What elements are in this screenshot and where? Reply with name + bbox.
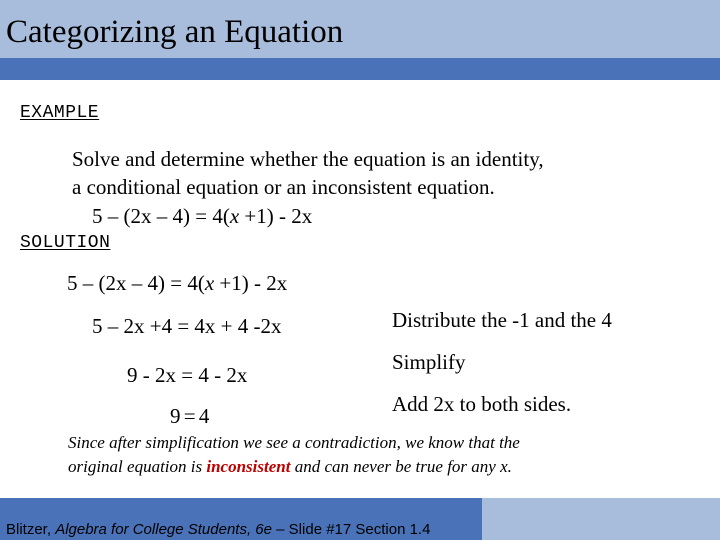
footer-author: Blitzer, bbox=[6, 521, 56, 538]
example-prompt-line-2: a conditional equation or an inconsistent equation. bbox=[72, 175, 495, 199]
example-prompt-line-1: Solve and determine whether the equation is an identity, bbox=[72, 147, 544, 171]
title-accent-rule bbox=[0, 58, 720, 80]
footer-book-title: Algebra for College Students, 6e bbox=[55, 521, 272, 538]
slide-title: Categorizing an Equation bbox=[6, 14, 344, 50]
solution-equation-variable: x bbox=[204, 271, 215, 295]
step-3-note: Add 2x to both sides. bbox=[392, 392, 572, 416]
solution-equation bbox=[67, 270, 287, 296]
step-2-note: Simplify bbox=[392, 350, 466, 374]
step-3-expression: 9 = 4 bbox=[170, 404, 210, 428]
conclusion-line-2 bbox=[68, 455, 512, 478]
example-equation-right: +1) - 2x bbox=[239, 204, 313, 228]
solution-equation-left: 5 – (2x – 4) = 4( bbox=[67, 271, 205, 295]
step-1-expression: 5 – 2x +4 = 4x + 4 -2x bbox=[92, 314, 282, 338]
example-label: EXAMPLE bbox=[20, 103, 100, 123]
example-equation bbox=[92, 203, 312, 229]
conclusion-line-1: Since after simplification we see a contradiction, we know that the bbox=[68, 433, 520, 452]
solution-label: SOLUTION bbox=[20, 233, 111, 253]
conclusion-emphasis-inconsistent: inconsistent bbox=[206, 457, 291, 476]
footer-slide-info: – Slide #17 Section 1.4 bbox=[272, 521, 431, 538]
solution-equation-right: +1) - 2x bbox=[214, 271, 288, 295]
example-equation-left: 5 – (2x – 4) = 4( bbox=[92, 204, 230, 228]
step-1-note: Distribute the -1 and the 4 bbox=[392, 308, 612, 332]
conclusion-text-before: original equation is bbox=[68, 457, 207, 476]
example-equation-variable: x bbox=[229, 204, 240, 228]
step-2-expression: 9 - 2x = 4 - 2x bbox=[127, 363, 248, 387]
footer-citation bbox=[6, 520, 430, 540]
conclusion-text-after: and can never be true for any x. bbox=[290, 457, 512, 476]
